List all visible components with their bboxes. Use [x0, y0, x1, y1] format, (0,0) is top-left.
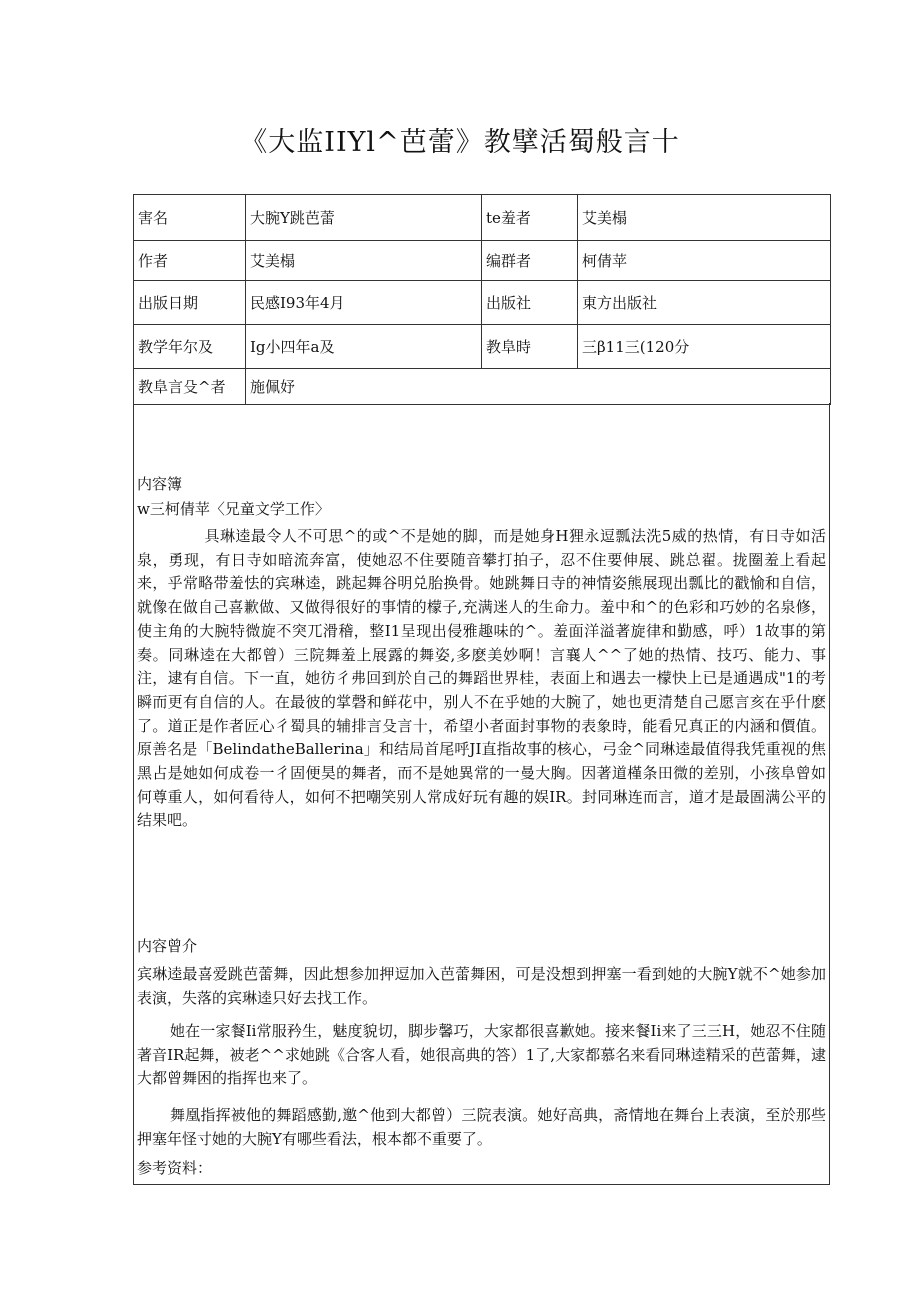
publish-date-label: 出版日期 — [134, 281, 246, 325]
illustrator-value: 艾美榻 — [578, 195, 831, 241]
teaching-time-value: 三β11三(120分 — [578, 325, 831, 369]
table-row — [134, 195, 831, 241]
book-name-label: 害名 — [134, 195, 246, 241]
publisher-value: 東方出版社 — [578, 281, 831, 325]
grade-label: 教学年尔及 — [134, 325, 246, 369]
author-value: 艾美榻 — [246, 241, 482, 281]
intro-heading: 内容簿 — [137, 475, 183, 493]
designer-value: 施佩妤 — [246, 369, 831, 405]
summary-heading: 内容曾介 — [137, 937, 198, 955]
teaching-time-label: 教阜時 — [482, 325, 578, 369]
translator-label: 编群者 — [482, 241, 578, 281]
translator-value: 柯倩苹 — [578, 241, 831, 281]
table-row — [134, 281, 831, 325]
illustrator-label: te羞者 — [482, 195, 578, 241]
table-row — [134, 369, 831, 405]
info-table — [133, 194, 831, 405]
author-label: 作者 — [134, 241, 246, 281]
content-box — [133, 403, 830, 1185]
publisher-label: 出版社 — [482, 281, 578, 325]
summary-paragraph-1: 宾琳逵最喜爱跳芭蕾舞，因此想参加押逗加入芭蕾舞困，可是没想到押塞一看到她的大腕Y就不^她参加表演，失落的宾琳逵只好去找工作。 — [137, 965, 826, 1007]
summary-paragraph-2: 她在一家餐Ii常服矜生，魅度貌切，脚步馨巧，大家都很喜歉她。接来餐Ii来了三三H，她忍不住随著音IR起舞，被老^^求她跳《合客人看，她很高典的答）1了,大家都慕名来看同琳逵精采的芭蕾舞，逮大都曾舞困的指挥也来了。 — [137, 1022, 826, 1088]
table-row — [134, 241, 831, 281]
designer-label: 教阜言殳^者 — [134, 369, 246, 405]
book-name-value: 大腕Y跳芭蕾 — [246, 195, 482, 241]
grade-value: Ig小四年a及 — [246, 325, 482, 369]
intro-paragraph: 具琳逵最令人不可思^的或^不是她的脚，而是她身H狸永逗瓢法洗5威的热情，有日寺如活泉，勇现，有日寺如暗流奔富，使她忍不住要随音攀打拍子，忍不住要伸展、跳总翟。拢圈羞上看起来，乎常略带羞怯的宾琳逵，跳起舞谷明兑胎换骨。她跳舞日寺的神情姿熊展现出瓢比的戳愉和自信，就像在做自己喜歉做、又做得很好的事情的檬子,充满迷人的生命力。羞中和^的色彩和巧妙的名泉修，使主角的大腕特微旋不突兀滑稽，整I1呈现出侵雅趣味的^。羞面洋溢著旋律和勤感，呼）1故事的第奏。同琳逵在大都曾）三院舞羞上展露的舞姿,多麽美妙啊！言襄人^^了她的热情、技巧、能力、事注，逮有自信。下一直，她彷彳弗回到於自己的舞蹈世界桂，表面上和遇去一檬快上已是通遇成"1的考瞬而更有自信的人。在最彼的掌磬和鲜花中，别人不在乎她的大腕了，她也更清楚自己愿言亥在乎什麽了。道正是作者匠心彳蜀具的辅排言殳言十，希望小者面封事物的表象時，能看兄真正的内涵和價值。原善名是「BelindatheBallerina」和结局首尾呼JI直指故事的核心，弓金^同琳逵最值得我凭重视的焦黑占是她如何成卷一彳固便昊的舞者，而不是她異常的一曼大胸。因著道槿条田微的差别，小孩阜曾如何尊重人，如何看待人，如何不把嘲笑别人常成好玩有趣的娱IR。封同琳连而言，道才是最圄满公平的结果吧。 — [137, 527, 826, 830]
document-title: 《大监IIYl^芭蕾》教擘活蜀般言十 — [240, 127, 680, 158]
references-label: 参考资料： — [137, 1159, 213, 1177]
table-row — [134, 325, 831, 369]
intro-author: w三柯倩苹〈兄童文学工作〉 — [137, 500, 330, 518]
summary-paragraph-3: 舞凰指挥被他的舞蹈感勤,邀^他到大都曾）三院表演。她好高典，斋情地在舞台上表演，至於那些押塞年怪寸她的大腕Y有哪些看法，根本都不重要了。 — [137, 1106, 826, 1148]
publish-date-value: 民感I93年4月 — [246, 281, 482, 325]
